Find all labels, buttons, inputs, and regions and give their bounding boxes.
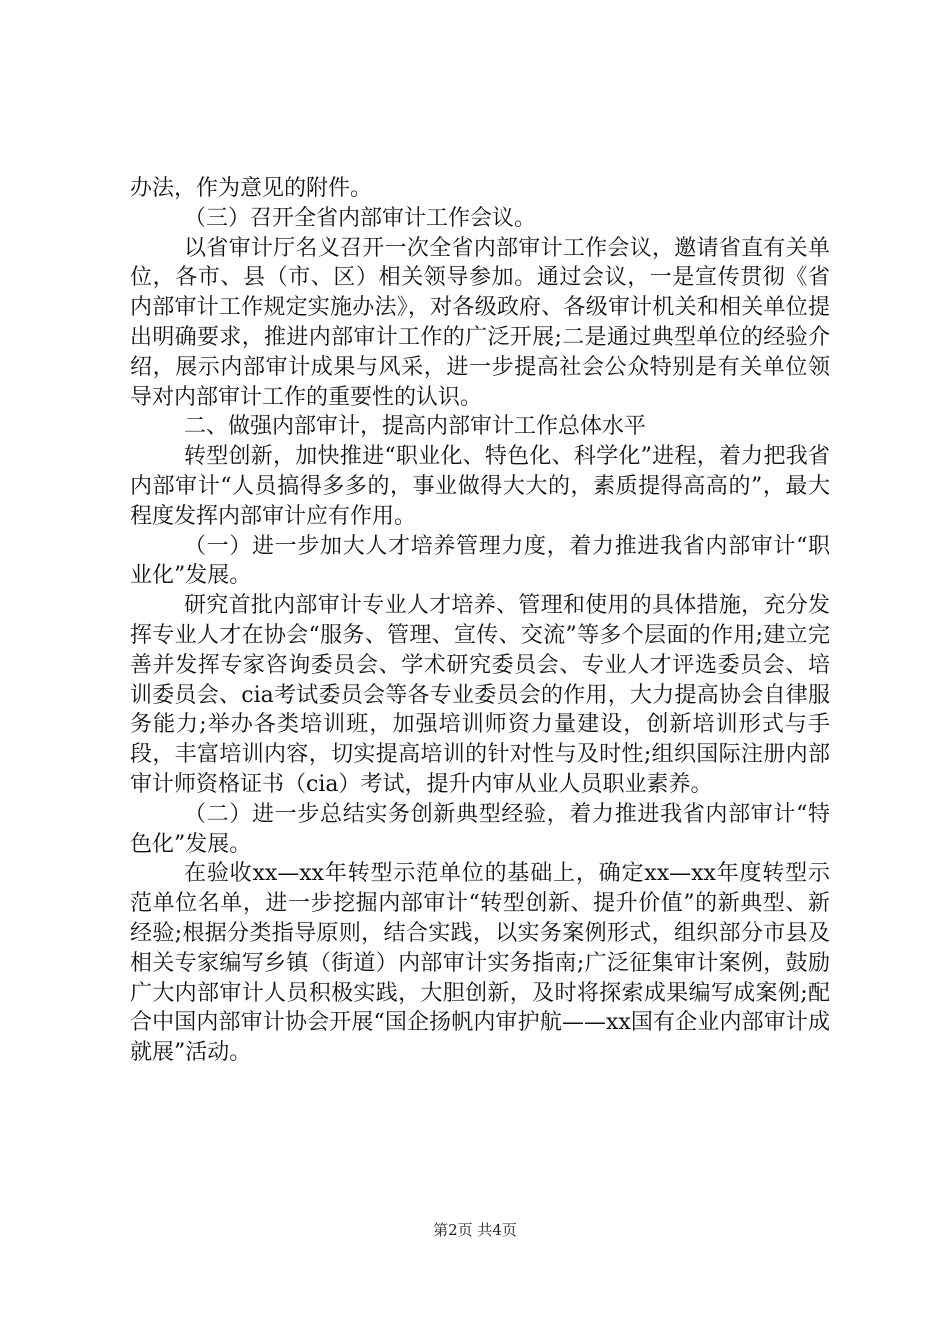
paragraph-practice: 在验收xx—xx年转型示范单位的基础上，确定xx—xx年度转型示范单位名单，进一步挖掘内部审计“转型创新、提升价值”的新典型、新经验;根据分类指导原则，结合实践，以实务案例形式，组织部分市县及相关专家编写乡镇（街道）内部审计实务指南;广泛征集审计案例，鼓励广大内部审计人员积极实践，大胆创新，及时将探索成果编写成案例;配合中国内部审计协会开展“国企扬帆内审护航——xx国有企业内部审计成就展”活动。 — [130, 861, 830, 1066]
section-heading-two: 二、做强内部审计，提高内部审计工作总体水平 — [184, 414, 647, 440]
paragraph-talent: 研究首批内部审计专业人才培养、管理和使用的具体措施，充分发挥专业人才在协会“服务、管理、宣传、交流”等多个层面的作用;建立完善并发挥专家咨询委员会、学术研究委员会、专业人才评选委员会、培训委员会、cia考试委员会等各专业委员会的作用，大力提高协会自律服务能力;举办各类培训班，加强培训师资力量建设，创新培训形式与手段，丰富培训内容，切实提高培训的针对性与及时性;组织国际注册内部审计师资格证书（cia）考试，提升内审从业人员职业素养。 — [130, 593, 830, 797]
page-number-footer: 第2页 共4页 — [433, 1221, 517, 1239]
paragraph-continuation: 办法，作为意见的附件。 — [130, 176, 373, 201]
subsection-heading-one: （一）进一步加大人才培养管理力度，着力推进我省内部审计“职业化”发展。 — [130, 533, 830, 589]
document-body — [130, 174, 830, 1068]
paragraph-transformation: 转型创新，加快推进“职业化、特色化、科学化”进程，着力把我省内部审计“人员搞得多多的，事业做得大大的，素质提得高高的”，最大程度发挥内部审计应有作用。 — [130, 444, 830, 529]
paragraph-meeting: 以省审计厅名义召开一次全省内部审计工作会议，邀请省直有关单位，各市、县（市、区）相关领导参加。通过会议，一是宣传贯彻《省内部审计工作规定实施办法》，对各级政府、各级审计机关和相关单位提出明确要求，推进内部审计工作的广泛开展;二是通过典型单位的经验介绍，展示内部审计成果与风采，进一步提高社会公众特别是有关单位领导对内部审计工作的重要性的认识。 — [130, 235, 830, 410]
section-heading-three: （三）召开全省内部审计工作会议。 — [184, 205, 537, 231]
subsection-heading-two: （二）进一步总结实务创新典型经验，着力推进我省内部审计“特色化”发展。 — [130, 801, 830, 857]
